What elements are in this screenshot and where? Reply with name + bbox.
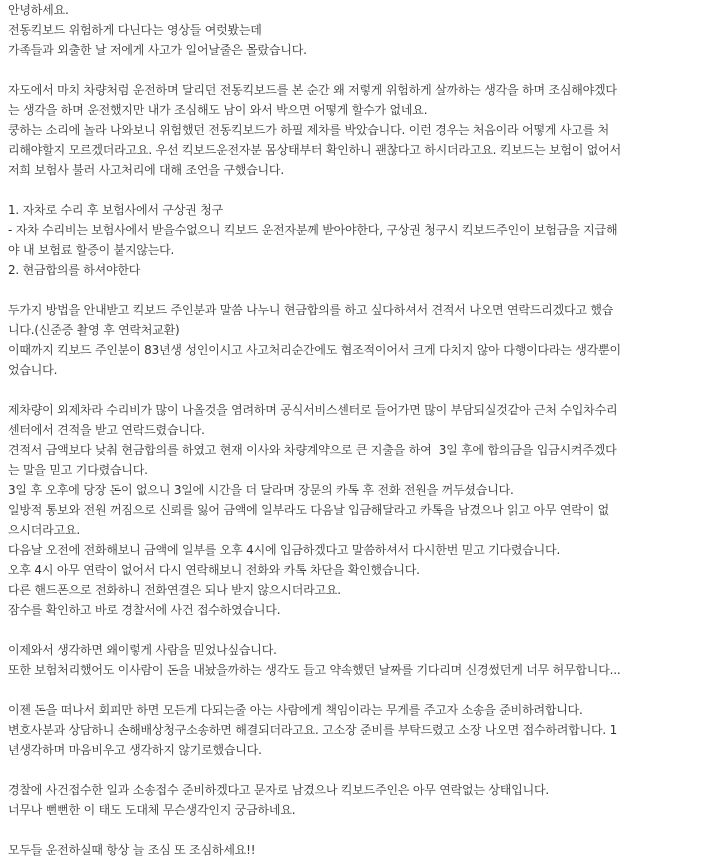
post-text-line: 가족들과 외출한 날 저에게 사고가 일어날줄은 몰랐습니다. — [8, 43, 307, 57]
post-text-line: 전동킥보드 위험하게 다닌다는 영상들 여럿봤는데 — [8, 23, 262, 37]
post-text-line: 이젠 돈을 떠나서 회피만 하면 모든게 다되는줄 아는 사람에게 책임이라는 무게를 주고자 소송을 준비하려합니다. — [8, 703, 583, 717]
post-text-line: 변호사분과 상담하니 손해배상청구소송하면 해결되더라고요. 고소장 준비를 부탁드렸고 소장 나오면 접수하려합니다. 1 — [8, 723, 618, 737]
paragraph-break — [8, 380, 698, 400]
paragraph-break — [8, 180, 698, 200]
post-text-line: 또한 보험처리했어도 이사람이 돈을 내놨을까하는 생각도 들고 약속했던 날짜를 기다리며 신경썼던게 너무 허무합니다... — [8, 663, 621, 677]
post-text-line: 저희 보험사 불러 사고처리에 대해 조언을 구했습니다. — [8, 163, 284, 177]
post-text-line: 너무나 뻔뻔한 이 태도 도대체 무슨생각인지 궁금하네요. — [8, 803, 296, 817]
post-text-line: 자도에서 마치 차량처럼 운전하며 달리던 전동킥보드를 본 순간 왜 저렇게 위험하게 살까하는 생각을 하며 조심해야겠다 — [8, 83, 617, 97]
post-text-line: 경찰에 사건접수한 일과 소송접수 준비하겠다고 문자로 남겼으나 킥보드주인은 아무 연락없는 상태입니다. — [8, 783, 550, 797]
post-text-line: 일방적 통보와 전원 꺼짐으로 신뢰를 잃어 금액에 일부라도 다음날 입금해달라고 카톡을 남겼으나 읽고 아무 연락이 없 — [8, 503, 610, 517]
post-text-line: 오후 4시 아무 연락이 없어서 다시 연락해보니 전화와 카톡 차단을 확인했습니다. — [8, 563, 420, 577]
paragraph-break — [8, 820, 698, 840]
post-text-line: 모두들 운전하실때 항상 늘 조심 또 조심하세요!! — [8, 843, 256, 857]
paragraph-break — [8, 280, 698, 300]
post-text-line: 니다.(신준증 촬영 후 연락처교환) — [8, 323, 180, 337]
paragraph-break — [8, 760, 698, 780]
paragraph-break — [8, 60, 698, 80]
post-text-line: 2. 현금합의를 하셔야한다 — [8, 263, 141, 277]
post-text-line: 는 말을 믿고 기다렸습니다. — [8, 463, 148, 477]
post-text-line: 두가지 방법을 안내받고 킥보드 주인분과 말씀 나누니 현금합의를 하고 싶다하셔서 견적서 나오면 연락드리겠다고 했습 — [8, 303, 614, 317]
post-text-line: 다음날 오전에 전화해보니 금액에 일부를 오후 4시에 입금하겠다고 말씀하셔서 다시한번 믿고 기다렸습니다. — [8, 543, 561, 557]
post-text-line: 3일 후 오후에 당장 돈이 없으니 3일에 시간을 더 달라며 장문의 카톡 후 전화 전원을 꺼두셨습니다. — [8, 483, 514, 497]
post-text-line: 이때까지 킥보드 주인분이 83년생 성인이시고 사고처리순간에도 협조적이어서 크게 다치지 않아 다행이다라는 생각뿐이 — [8, 343, 621, 357]
post-text-line: 센터에서 견적을 받고 연락드렸습니다. — [8, 423, 205, 437]
post-text-line: 다른 핸드폰으로 전화하니 전화연결은 되나 받지 않으시더라고요. — [8, 583, 341, 597]
post-text-line: 야 내 보험료 할증이 붙지않는다. — [8, 243, 175, 257]
post-text-line: - 자차 수리비는 보험사에서 받을수없으니 킥보드 운전자분께 받아야한다, 구상권 청구시 킥보드주인이 보험금을 지급해 — [8, 223, 618, 237]
post-text-line: 리해야할지 모르겠더라고요. 우선 킥보드운전자분 몸상태부터 확인하니 괜찮다고 하시더라고요. 킥보드는 보험이 없어서 — [8, 143, 621, 157]
post-text-line: 으시더라고요. — [8, 523, 80, 537]
post-text-line: 1. 자차로 수리 후 보험사에서 구상권 청구 — [8, 203, 224, 217]
paragraph-break — [8, 620, 698, 640]
post-text-line: 쿵하는 소리에 놀라 나와보니 위험했던 전동킥보드가 하필 제차를 박았습니다. 이런 경우는 처음이라 어떻게 사고를 처 — [8, 123, 610, 137]
post-text-line: 는 생각을 하며 운전했지만 내가 조심해도 남이 와서 박으면 어떻게 할수가 없네요. — [8, 103, 428, 117]
post-text-line: 잠수를 확인하고 바로 경찰서에 사건 접수하였습니다. — [8, 603, 281, 617]
post-text-line: 견적서 금액보다 낮춰 현금합의를 하였고 현재 이사와 차량계약으로 큰 지출을 하여 3일 후에 합의금을 입금시켜주겠다 — [8, 443, 617, 457]
post-text-line: 이제와서 생각하면 왜이렇게 사람을 믿었나싶습니다. — [8, 643, 277, 657]
post-text-line: 제차량이 외제차라 수리비가 많이 나올것을 염려하며 공식서비스센터로 들어가면 많이 부담되실것같아 근처 수입차수리 — [8, 403, 618, 417]
post-text-line: 안녕하세요. — [8, 3, 69, 17]
post-text-line: 었습니다. — [8, 363, 58, 377]
paragraph-break — [8, 680, 698, 700]
post-text-line: 년생각하며 마음비우고 생각하지 않기로했습니다. — [8, 743, 262, 757]
